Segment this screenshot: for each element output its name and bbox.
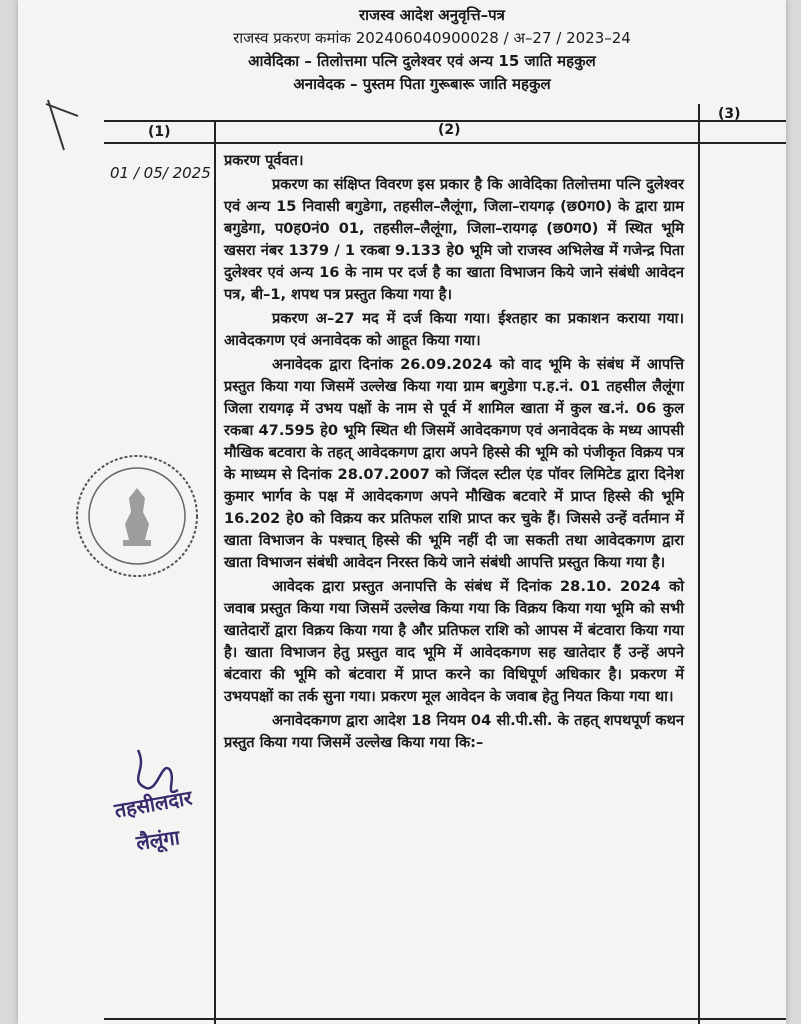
column-header-3: (3) bbox=[718, 106, 741, 122]
table-bottom-rule bbox=[104, 1018, 786, 1020]
paragraph-summary: प्रकरण का संक्षिप्त विवरण इस प्रकार है कि आवेदिका तिलोत्तमा पत्नि दुलेश्वर एवं अन्य 15 निवासी बगुडेगा, तहसील–लैलूंगा, जिला–रायगढ़ (छ0ग0) के द्वारा ग्राम बगुडेगा, प0ह0नं0 01, तहसील–लैलूंगा, जिला–रायगढ़ (छ0ग0) में स्थित भूमि खसरा नंबर 1379 / 1 रकबा 9.133 हे0 भूमि जो राजस्व अभिलेख में गजेन्द्र पिता दुलेश्वर एवं अन्य 16 के नाम पर दर्ज है का खाता विभाजन किये जाने संबंधी आवेदन पत्र, बी–1, शपथ पत्र प्रस्तुत किया गया है। bbox=[224, 176, 684, 303]
paragraph-registration: प्रकरण अ–27 मद में दर्ज किया गया। ईश्तहार का प्रकाशन कराया गया। आवेदकगण एवं अनावेदक को आहूत किया गया। bbox=[224, 310, 684, 349]
table-header-rule bbox=[104, 142, 786, 144]
paragraph-reply: आवेदक द्वारा प्रस्तुत अनापत्ति के संबंध में दिनांक 28.10. 2024 को जवाब प्रस्तुत किया गया जिसमें उल्लेख किया गया कि विक्रय किया गया भूमि को सभी खातेदारों द्वारा विक्रय किया गया है और प्रतिफल राशि को आपस में बंटवारा किया गया है। खाता विभाजन हेतु प्रस्तुत वाद भूमि में आवेदकगण सह खातेदार हैं उन्हें अपने बंटवारा की भूमि को बंटवारा में प्राप्त करने का विधिपूर्ण अधिकार है। प्रकरण में उभयपक्षों का तर्क सुना गया। प्रकरण मूल आवेदन के जवाब हेतु नियत किया गया था। bbox=[224, 578, 684, 705]
case-number: राजस्व प्रकरण कमांक 202406040900028 / अ–27 / 2023–24 bbox=[233, 29, 631, 47]
paragraph-statement: अनावेदकगण द्वारा आदेश 18 नियम 04 सी.पी.सी. के तहत् शपथपूर्ण कथन प्रस्तुत किया गया जिसमें उल्लेख किया गया कि:– bbox=[224, 712, 684, 751]
document-header bbox=[18, 4, 786, 96]
paragraph-objection: अनावेदक द्वारा दिनांक 26.09.2024 को वाद भूमि के संबंध में आपत्ति प्रस्तुत किया गया जिसमें उल्लेख किया गया ग्राम बगुडेगा प.ह.नं. 01 तहसील लैलूंगा जिला रायगढ़ में उभय पक्षों के नाम से पूर्व में शामिल खाता में कुल ख.नं. 06 कुल रकबा 47.595 हे0 भूमि स्थित थी जिसमें आवेदकगण एवं अनावेदक के मध्य आपसी मौखिक बटवारा के तहत् आवेदकगण द्वारा अपने हिस्से की भूमि को पंजीकृत विक्रय पत्र के माध्यम से दिनांक 28.07.2007 को जिंदल स्टील एंड पॉवर लिमिटेड द्वारा दिनेश कुमार भार्गव के पक्ष में आवेदकगण अपने मौखिक बटवारे में प्राप्त हिस्से की भूमि 16.202 हे0 को विक्रय कर प्रतिफल राशि प्राप्त कर चुके हैं। जिससे उन्हें वर्तमान में खाता विभाजन के पश्चात् हिस्से की भूमि नहीं दी जा सकती तथा आवेदकगण द्वारा खाता विभाजन संबंधी आवेदन निरस्त किये जाने संबंधी आपत्ति प्रस्तुत किया गया है। bbox=[224, 356, 684, 571]
applicant-line: आवेदिका – तिलोत्तमा पत्नि दुलेश्वर एवं अन्य 15 जाति महकुल bbox=[248, 52, 596, 70]
column-header-1: (1) bbox=[148, 124, 171, 140]
stamp-location: लैलूंगा bbox=[134, 825, 182, 855]
header-title: राजस्व आदेश अनुवृत्ति–पत्र bbox=[359, 6, 505, 24]
paragraph-opening: प्रकरण पूर्ववत। bbox=[224, 152, 304, 169]
order-body bbox=[224, 150, 684, 756]
entry-date: 01 / 05/ 2025 bbox=[110, 164, 211, 182]
document-page bbox=[18, 0, 786, 1024]
column-divider-1 bbox=[214, 120, 216, 1024]
respondent-line: अनावेदक – पुस्तम पिता गुरूबारू जाति महकुल bbox=[293, 75, 551, 93]
margin-mark bbox=[44, 80, 84, 160]
column-header-2: (2) bbox=[438, 122, 461, 138]
stamp-designation: तहसीलदार bbox=[112, 785, 194, 823]
official-seal-icon bbox=[73, 452, 201, 580]
column-divider-2 bbox=[698, 104, 700, 1024]
